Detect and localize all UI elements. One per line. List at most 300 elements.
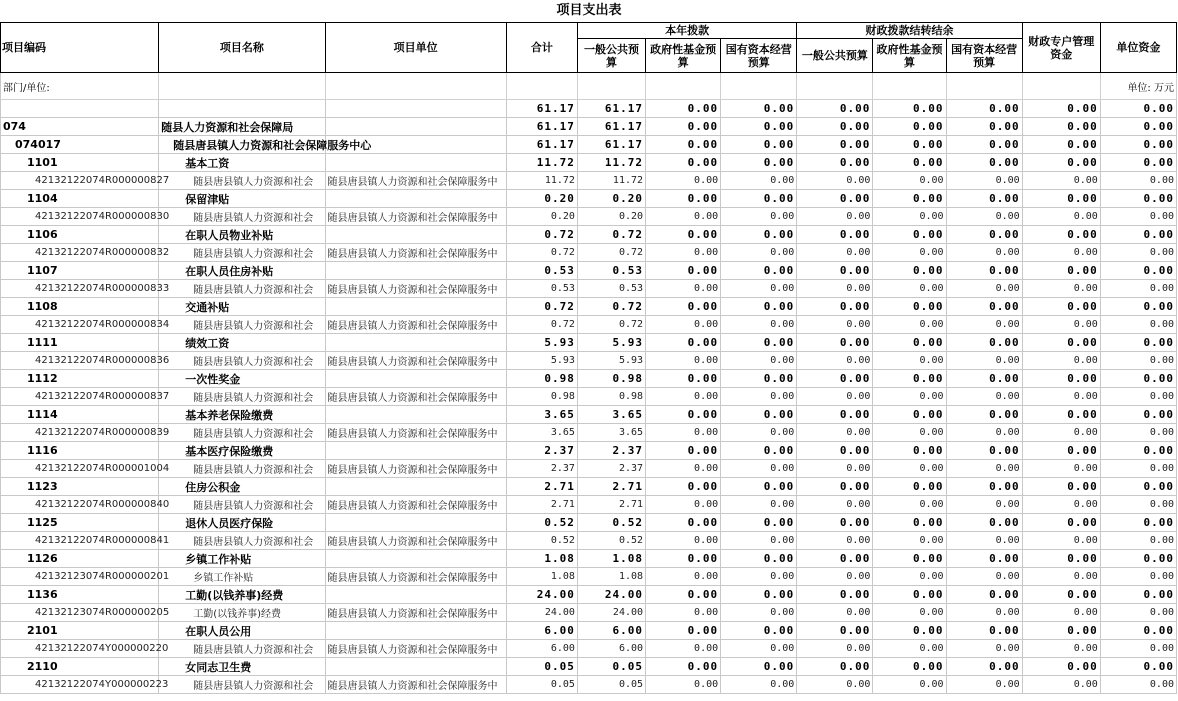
amount-cell: 0.20 (577, 190, 645, 208)
amount-cell: 0.00 (1022, 118, 1100, 136)
project-name-cell: 在职人员物业补贴 (159, 226, 325, 244)
table-row (1, 676, 1177, 694)
project-name-cell: 随县唐县镇人力资源和社会 (159, 496, 325, 514)
amount-cell: 0.00 (1100, 406, 1176, 424)
table-row (1, 586, 1177, 604)
amount-cell: 0.00 (1022, 190, 1100, 208)
amount-cell: 0.00 (646, 604, 721, 622)
amount-cell: 0.00 (946, 388, 1022, 406)
amount-cell: 2.37 (506, 442, 577, 460)
amount-cell: 2.71 (506, 478, 577, 496)
amount-cell: 3.65 (506, 406, 577, 424)
table-row (1, 370, 1177, 388)
project-unit-cell (325, 658, 506, 676)
amount-cell: 0.00 (721, 298, 797, 316)
amount-cell: 0.00 (1100, 514, 1176, 532)
project-unit-cell: 随县唐县镇人力资源和社会保障服务中 (325, 604, 506, 622)
amount-cell: 0.00 (797, 406, 873, 424)
amount-cell: 0.00 (1022, 622, 1100, 640)
project-name-cell: 绩效工资 (159, 334, 325, 352)
amount-cell: 0.00 (873, 658, 946, 676)
amount-cell: 0.72 (577, 298, 645, 316)
amount-cell: 0.00 (797, 478, 873, 496)
table-row (1, 658, 1177, 676)
amount-cell: 0.00 (721, 136, 797, 154)
amount-cell: 0.00 (873, 244, 946, 262)
amount-cell: 0.00 (646, 658, 721, 676)
amount-cell: 0.53 (506, 280, 577, 298)
amount-cell: 2.37 (577, 442, 645, 460)
amount-cell: 0.00 (946, 640, 1022, 658)
amount-cell: 0.00 (797, 514, 873, 532)
amount-cell: 3.65 (506, 424, 577, 442)
amount-cell: 0.00 (797, 190, 873, 208)
table-row (1, 154, 1177, 172)
amount-cell: 0.00 (873, 478, 946, 496)
amount-cell: 11.72 (506, 172, 577, 190)
amount-cell: 0.00 (946, 406, 1022, 424)
project-unit-cell: 随县唐县镇人力资源和社会保障服务中 (325, 244, 506, 262)
project-name-cell: 随县唐县镇人力资源和社会保障服务中心 (159, 136, 325, 154)
project-name-cell: 基本医疗保险缴费 (159, 442, 325, 460)
amount-cell: 0.00 (873, 262, 946, 280)
amount-cell: 5.93 (506, 352, 577, 370)
table-row (1, 424, 1177, 442)
amount-cell: 0.00 (946, 316, 1022, 334)
amount-cell: 0.05 (506, 676, 577, 694)
header-own-funds: 单位资金 (1100, 23, 1176, 73)
amount-cell: 0.52 (506, 514, 577, 532)
amount-cell: 0.00 (646, 100, 721, 118)
amount-cell: 0.00 (721, 370, 797, 388)
table-row (1, 460, 1177, 478)
amount-cell: 0.00 (646, 622, 721, 640)
project-code-cell: 42132123074R000000201 (1, 568, 159, 586)
amount-cell: 0.00 (797, 280, 873, 298)
amount-cell: 0.00 (721, 388, 797, 406)
project-unit-cell (325, 586, 506, 604)
amount-cell: 0.00 (646, 298, 721, 316)
amount-cell: 0.00 (646, 496, 721, 514)
amount-cell: 0.05 (577, 658, 645, 676)
project-name-cell: 乡镇工作补贴 (159, 568, 325, 586)
project-unit-cell (325, 118, 506, 136)
amount-cell: 0.00 (721, 280, 797, 298)
amount-cell: 0.72 (506, 298, 577, 316)
amount-cell: 61.17 (577, 100, 645, 118)
project-unit-cell (325, 550, 506, 568)
amount-cell: 61.17 (506, 136, 577, 154)
project-unit-cell: 随县唐县镇人力资源和社会保障服务中 (325, 676, 506, 694)
amount-cell: 3.65 (577, 424, 645, 442)
table-row (1, 208, 1177, 226)
amount-cell: 0.00 (646, 172, 721, 190)
table-row (1, 514, 1177, 532)
amount-cell: 0.00 (797, 316, 873, 334)
amount-cell: 24.00 (577, 604, 645, 622)
amount-cell: 2.71 (577, 496, 645, 514)
amount-cell: 0.00 (721, 442, 797, 460)
amount-cell: 6.00 (577, 622, 645, 640)
amount-cell: 0.53 (506, 262, 577, 280)
header-code: 项目编码 (1, 23, 159, 73)
amount-cell: 0.00 (1100, 604, 1176, 622)
amount-cell: 0.00 (1022, 658, 1100, 676)
amount-cell: 0.00 (1022, 496, 1100, 514)
project-code-cell: 1108 (1, 298, 159, 316)
amount-cell: 0.00 (1022, 226, 1100, 244)
project-code-cell: 1104 (1, 190, 159, 208)
amount-cell: 0.00 (797, 154, 873, 172)
amount-cell: 5.93 (506, 334, 577, 352)
project-name-cell: 住房公积金 (159, 478, 325, 496)
project-code-cell: 074 (1, 118, 159, 136)
amount-cell: 0.20 (506, 190, 577, 208)
amount-cell: 0.00 (873, 370, 946, 388)
amount-cell: 0.00 (721, 532, 797, 550)
table-row (1, 550, 1177, 568)
amount-cell: 0.00 (797, 100, 873, 118)
amount-cell: 0.52 (577, 532, 645, 550)
amount-cell: 0.00 (797, 298, 873, 316)
amount-cell: 0.00 (721, 586, 797, 604)
table-row (1, 172, 1177, 190)
amount-cell: 0.00 (1100, 208, 1176, 226)
amount-cell: 0.00 (873, 604, 946, 622)
amount-cell: 0.00 (873, 352, 946, 370)
project-unit-cell (325, 298, 506, 316)
table-row (1, 280, 1177, 298)
amount-cell: 2.71 (506, 496, 577, 514)
amount-cell: 0.00 (1022, 586, 1100, 604)
amount-cell: 11.72 (506, 154, 577, 172)
amount-cell: 0.00 (721, 352, 797, 370)
project-unit-cell: 随县唐县镇人力资源和社会保障服务中 (325, 640, 506, 658)
amount-cell: 0.00 (646, 478, 721, 496)
amount-cell: 0.00 (1022, 208, 1100, 226)
project-name-cell: 随县唐县镇人力资源和社会 (159, 424, 325, 442)
amount-cell: 0.00 (721, 190, 797, 208)
project-unit-cell (325, 334, 506, 352)
amount-cell: 0.00 (1022, 406, 1100, 424)
amount-cell: 1.08 (577, 550, 645, 568)
project-name-cell: 女同志卫生费 (159, 658, 325, 676)
amount-cell: 0.00 (797, 118, 873, 136)
project-code-cell: 42132122074R000000834 (1, 316, 159, 334)
project-name-cell: 随县唐县镇人力资源和社会 (159, 316, 325, 334)
amount-cell: 0.00 (1022, 532, 1100, 550)
project-code-cell: 1114 (1, 406, 159, 424)
project-code-cell: 42132122074R000000837 (1, 388, 159, 406)
amount-cell: 0.00 (721, 568, 797, 586)
amount-cell: 0.00 (721, 658, 797, 676)
amount-cell: 11.72 (577, 172, 645, 190)
amount-cell: 0.00 (721, 154, 797, 172)
amount-cell: 0.00 (1022, 460, 1100, 478)
amount-cell: 0.00 (1100, 658, 1176, 676)
amount-cell: 0.00 (646, 280, 721, 298)
amount-cell: 0.00 (1100, 316, 1176, 334)
amount-cell: 0.00 (1022, 676, 1100, 694)
project-code-cell: 42132122074Y000000223 (1, 676, 159, 694)
amount-cell: 0.00 (1100, 478, 1176, 496)
amount-cell: 0.00 (797, 172, 873, 190)
amount-cell: 0.00 (797, 676, 873, 694)
amount-cell: 0.00 (873, 442, 946, 460)
amount-cell: 6.00 (506, 622, 577, 640)
dept-label: 部门/单位: (1, 73, 159, 100)
amount-cell: 0.00 (646, 352, 721, 370)
amount-cell: 0.00 (797, 496, 873, 514)
amount-cell: 0.00 (797, 370, 873, 388)
project-name-cell: 随县唐县镇人力资源和社会 (159, 388, 325, 406)
project-name-cell: 随县唐县镇人力资源和社会 (159, 280, 325, 298)
amount-cell: 0.00 (646, 424, 721, 442)
amount-cell: 0.00 (946, 532, 1022, 550)
amount-cell: 0.00 (1100, 550, 1176, 568)
project-unit-cell: 随县唐县镇人力资源和社会保障服务中 (325, 568, 506, 586)
amount-cell: 1.08 (577, 568, 645, 586)
amount-cell: 0.00 (646, 190, 721, 208)
table-row (1, 496, 1177, 514)
amount-cell: 6.00 (577, 640, 645, 658)
table-row (1, 532, 1177, 550)
amount-cell: 0.00 (873, 154, 946, 172)
amount-cell: 0.00 (797, 658, 873, 676)
project-code-cell: 1111 (1, 334, 159, 352)
table-row (1, 640, 1177, 658)
amount-cell: 0.00 (873, 100, 946, 118)
project-name-cell: 乡镇工作补贴 (159, 550, 325, 568)
amount-cell: 0.00 (1022, 172, 1100, 190)
project-code-cell: 1123 (1, 478, 159, 496)
project-name-cell (159, 100, 325, 118)
amount-cell: 61.17 (577, 136, 645, 154)
header-special-account: 财政专户管理资金 (1022, 23, 1100, 73)
amount-cell: 0.00 (873, 316, 946, 334)
project-name-cell: 随县唐县镇人力资源和社会 (159, 172, 325, 190)
amount-cell: 0.00 (946, 460, 1022, 478)
amount-cell: 0.00 (1100, 172, 1176, 190)
amount-cell: 2.71 (577, 478, 645, 496)
project-name-cell: 基本工资 (159, 154, 325, 172)
amount-cell: 0.00 (946, 586, 1022, 604)
project-name-cell: 随县唐县镇人力资源和社会 (159, 640, 325, 658)
amount-cell: 0.00 (1100, 298, 1176, 316)
amount-cell: 0.00 (1100, 622, 1176, 640)
project-code-cell: 2110 (1, 658, 159, 676)
amount-cell: 0.00 (646, 460, 721, 478)
table-row (1, 298, 1177, 316)
project-code-cell: 1101 (1, 154, 159, 172)
amount-cell: 0.53 (577, 280, 645, 298)
amount-cell: 0.00 (946, 496, 1022, 514)
amount-cell: 0.98 (506, 388, 577, 406)
unit-label: 单位: 万元 (1100, 73, 1176, 100)
project-unit-cell: 随县唐县镇人力资源和社会保障服务中 (325, 280, 506, 298)
amount-cell: 0.00 (797, 136, 873, 154)
amount-cell: 0.00 (646, 640, 721, 658)
project-code-cell: 42132122074R000001004 (1, 460, 159, 478)
project-name-cell: 工勤(以钱养事)经费 (159, 586, 325, 604)
amount-cell: 0.00 (646, 514, 721, 532)
amount-cell: 0.00 (721, 460, 797, 478)
amount-cell: 0.00 (946, 424, 1022, 442)
amount-cell: 0.00 (1100, 496, 1176, 514)
amount-cell: 0.00 (873, 298, 946, 316)
amount-cell: 0.00 (1100, 154, 1176, 172)
amount-cell: 0.20 (506, 208, 577, 226)
amount-cell: 0.00 (946, 208, 1022, 226)
amount-cell: 0.00 (721, 424, 797, 442)
amount-cell: 0.00 (721, 226, 797, 244)
amount-cell: 0.98 (577, 388, 645, 406)
amount-cell: 0.00 (946, 676, 1022, 694)
amount-cell: 0.00 (1022, 442, 1100, 460)
amount-cell: 0.00 (646, 262, 721, 280)
amount-cell: 0.00 (1100, 334, 1176, 352)
amount-cell: 0.53 (577, 262, 645, 280)
project-unit-cell: 随县唐县镇人力资源和社会保障服务中 (325, 352, 506, 370)
header-g1-fund: 政府性基金预算 (646, 39, 721, 73)
amount-cell: 0.00 (946, 568, 1022, 586)
project-code-cell: 42132122074R000000839 (1, 424, 159, 442)
amount-cell: 0.00 (1100, 460, 1176, 478)
amount-cell: 0.00 (721, 550, 797, 568)
amount-cell: 0.00 (1100, 352, 1176, 370)
amount-cell: 0.00 (797, 262, 873, 280)
project-name-cell: 交通补贴 (159, 298, 325, 316)
amount-cell: 0.00 (1100, 568, 1176, 586)
amount-cell: 0.00 (1100, 226, 1176, 244)
amount-cell: 0.00 (1022, 424, 1100, 442)
project-code-cell: 42132122074R000000836 (1, 352, 159, 370)
project-name-cell: 退休人员医疗保险 (159, 514, 325, 532)
amount-cell: 0.00 (946, 352, 1022, 370)
project-code-cell: 42132122074R000000841 (1, 532, 159, 550)
amount-cell: 5.93 (577, 352, 645, 370)
amount-cell: 0.00 (946, 172, 1022, 190)
project-name-cell: 随县唐县镇人力资源和社会 (159, 208, 325, 226)
amount-cell: 2.37 (577, 460, 645, 478)
amount-cell: 24.00 (506, 604, 577, 622)
amount-cell: 0.72 (577, 226, 645, 244)
amount-cell: 0.00 (721, 172, 797, 190)
amount-cell: 61.17 (577, 118, 645, 136)
amount-cell: 0.00 (1100, 586, 1176, 604)
amount-cell: 0.00 (1022, 478, 1100, 496)
amount-cell: 0.00 (646, 676, 721, 694)
amount-cell: 0.00 (797, 568, 873, 586)
amount-cell: 0.00 (646, 388, 721, 406)
amount-cell: 0.00 (946, 244, 1022, 262)
project-unit-cell (325, 442, 506, 460)
table-row (1, 604, 1177, 622)
table-row (1, 352, 1177, 370)
amount-cell: 0.00 (873, 586, 946, 604)
project-name-cell: 保留津贴 (159, 190, 325, 208)
amount-cell: 0.00 (1022, 640, 1100, 658)
table-row (1, 136, 1177, 154)
amount-cell: 0.20 (577, 208, 645, 226)
amount-cell: 0.00 (1100, 640, 1176, 658)
project-code-cell: 42132122074R000000840 (1, 496, 159, 514)
amount-cell: 0.00 (946, 514, 1022, 532)
amount-cell: 5.93 (577, 334, 645, 352)
header-name: 项目名称 (159, 23, 325, 73)
project-unit-cell: 随县唐县镇人力资源和社会保障服务中 (325, 316, 506, 334)
amount-cell: 24.00 (506, 586, 577, 604)
amount-cell: 0.00 (646, 442, 721, 460)
expenditure-table (0, 22, 1177, 694)
amount-cell: 0.00 (873, 226, 946, 244)
project-code-cell: 1116 (1, 442, 159, 460)
header-g2-general: 一般公共预算 (797, 39, 873, 73)
page-title: 项目支出表 (556, 3, 622, 18)
amount-cell: 0.00 (797, 622, 873, 640)
amount-cell: 0.00 (946, 550, 1022, 568)
amount-cell: 0.00 (873, 514, 946, 532)
amount-cell: 3.65 (577, 406, 645, 424)
project-name-cell: 随县唐县镇人力资源和社会 (159, 352, 325, 370)
project-code-cell: 42132122074R000000833 (1, 280, 159, 298)
header-unit: 项目单位 (325, 23, 506, 73)
project-unit-cell: 随县唐县镇人力资源和社会保障服务中 (325, 208, 506, 226)
amount-cell: 0.00 (1022, 334, 1100, 352)
project-code-cell: 1136 (1, 586, 159, 604)
amount-cell: 0.72 (577, 244, 645, 262)
amount-cell: 0.00 (721, 640, 797, 658)
project-unit-cell (325, 622, 506, 640)
amount-cell: 0.00 (646, 208, 721, 226)
amount-cell: 0.00 (873, 118, 946, 136)
amount-cell: 0.00 (797, 550, 873, 568)
project-code-cell: 1112 (1, 370, 159, 388)
amount-cell: 0.00 (873, 280, 946, 298)
amount-cell: 0.00 (946, 262, 1022, 280)
amount-cell: 0.00 (873, 388, 946, 406)
project-name-cell: 在职人员住房补贴 (159, 262, 325, 280)
project-name-cell: 一次性奖金 (159, 370, 325, 388)
amount-cell: 0.00 (873, 190, 946, 208)
project-unit-cell (325, 478, 506, 496)
amount-cell: 0.52 (577, 514, 645, 532)
amount-cell: 0.00 (646, 334, 721, 352)
amount-cell: 0.00 (946, 100, 1022, 118)
project-unit-cell (325, 226, 506, 244)
amount-cell: 0.00 (646, 568, 721, 586)
table-row (1, 478, 1177, 496)
amount-cell: 0.00 (721, 316, 797, 334)
header-g2-fund: 政府性基金预算 (873, 39, 946, 73)
amount-cell: 0.00 (1022, 568, 1100, 586)
amount-cell: 0.00 (873, 622, 946, 640)
project-unit-cell (325, 262, 506, 280)
amount-cell: 0.00 (646, 136, 721, 154)
table-row (1, 622, 1177, 640)
amount-cell: 0.00 (797, 208, 873, 226)
project-name-cell: 在职人员公用 (159, 622, 325, 640)
amount-cell: 0.00 (946, 298, 1022, 316)
table-row (1, 262, 1177, 280)
project-name-cell: 基本养老保险缴费 (159, 406, 325, 424)
amount-cell: 0.00 (946, 190, 1022, 208)
amount-cell: 0.05 (577, 676, 645, 694)
amount-cell: 0.00 (873, 676, 946, 694)
project-unit-cell: 随县唐县镇人力资源和社会保障服务中 (325, 388, 506, 406)
amount-cell: 0.00 (946, 118, 1022, 136)
amount-cell: 0.72 (506, 226, 577, 244)
